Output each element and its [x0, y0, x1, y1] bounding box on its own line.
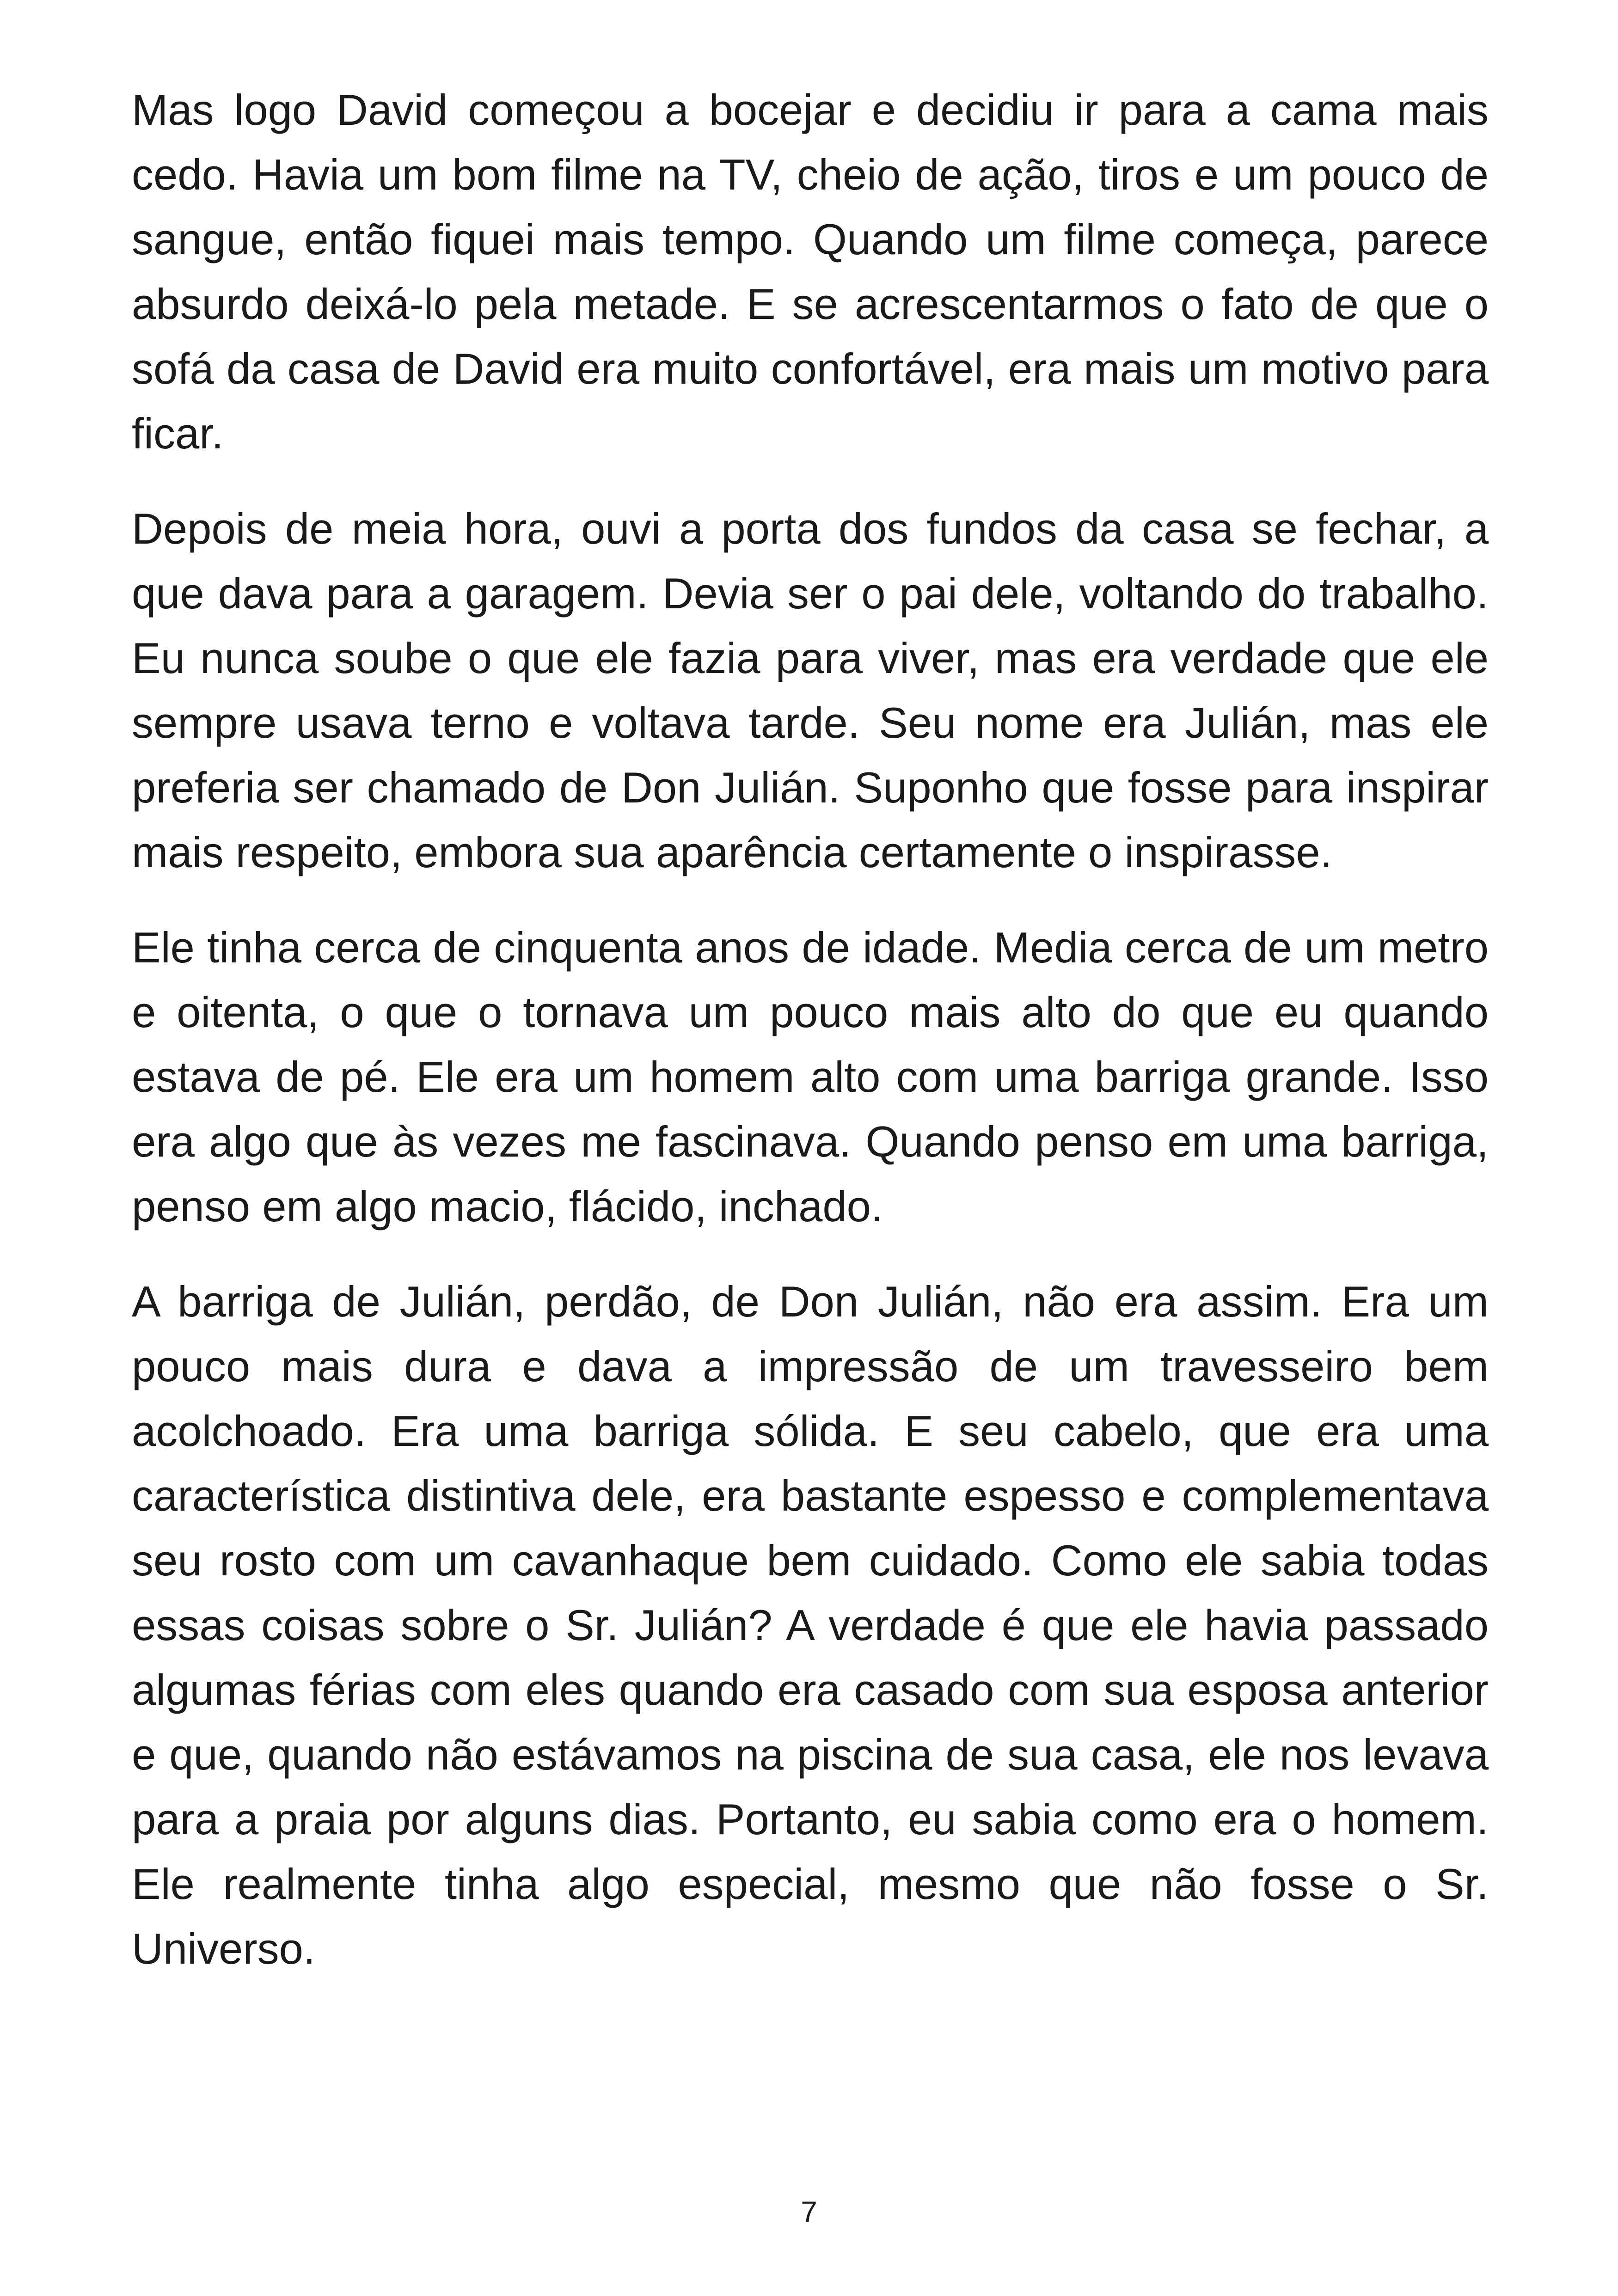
- paragraph-1: Mas logo David começou a bocejar e decidiu ir para a cama mais cedo. Havia um bom filme na TV, cheio de ação, tiros e um pouco de sangue, então fiquei mais tempo. Quando um filme começa, parece absurdo deixá-lo pela metade. E se acrescentarmos o fato de que o sofá da casa de David era muito confortável, era mais um motivo para ficar.: [132, 86, 1489, 458]
- page-number: 7: [801, 2195, 817, 2229]
- paragraph-3: Ele tinha cerca de cinquenta anos de idade. Media cerca de um metro e oitenta, o que o tornava um pouco mais alto do que eu quando estava de pé. Ele era um homem alto com uma barriga grande. Isso era algo que às vezes me fascinava. Quando penso em uma barriga, penso em algo macio, flácido, inchado.: [132, 923, 1489, 1231]
- paragraph-2: Depois de meia hora, ouvi a porta dos fundos da casa se fechar, a que dava para a garagem. Devia ser o pai dele, voltando do trabalho. Eu nunca soube o que ele fazia para viver, mas era verdade que ele sempre usava terno e voltava tarde. Seu nome era Julián, mas ele preferia ser chamado de Don Julián. Suponho que fosse para inspirar mais respeito, embora sua aparência certamente o inspirasse.: [132, 504, 1489, 876]
- paragraph-4: A barriga de Julián, perdão, de Don Julián, não era assim. Era um pouco mais dura e dava a impressão de um travesseiro bem acolchoado. Era uma barriga sólida. E seu cabelo, que era uma característica distintiva dele, era bastante espesso e complementava seu rosto com um cavanhaque bem cuidado. Como ele sabia todas essas coisas sobre o Sr. Julián? A verdade é que ele havia passado algumas férias com eles quando era casado com sua esposa anterior e que, quando não estávamos na piscina de sua casa, ele nos levava para a praia por alguns dias. Portanto, eu sabia como era o homem. Ele realmente tinha algo especial, mesmo que não fosse o Sr. Universo.: [132, 1277, 1489, 1973]
- body-text: [132, 78, 1489, 2012]
